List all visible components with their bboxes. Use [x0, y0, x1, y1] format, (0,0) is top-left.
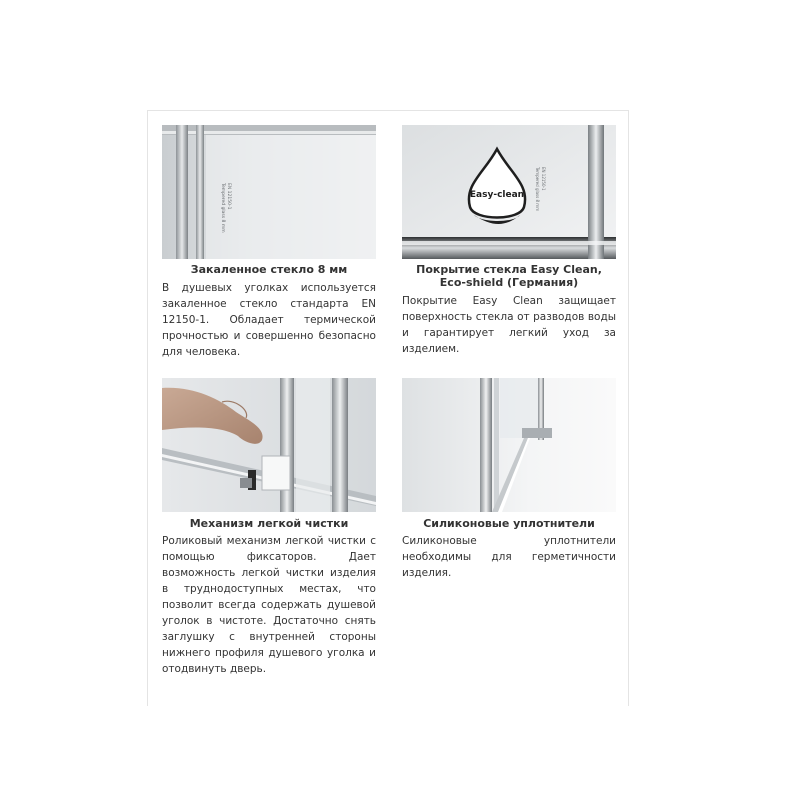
feature-tempered-glass	[162, 125, 376, 360]
tempered-glass-photo	[162, 125, 376, 259]
feature-title: Закаленное стекло 8 мм	[190, 263, 348, 276]
feature-title: Механизм легкой чистки	[189, 517, 349, 530]
svg-text:Tempered glass 8 mm: Tempered glass 8 mm	[220, 183, 225, 233]
feature-description: Покрытие Easy Clean защищает поверхность стекла от разводов воды и гарантирует легкий уход за изделием.	[402, 295, 616, 355]
svg-text:Tempered glass 8 mm: Tempered glass 8 mm	[535, 167, 540, 212]
feature-title: Покрытие стекла Easy Clean, Eco-shield (Германия)	[416, 263, 602, 289]
roller-mechanism-photo	[162, 378, 376, 512]
easy-clean-photo	[402, 125, 616, 259]
feature-description: В душевых уголках используется закаленное стекло стандарта EN 12150-1. Обладает термической прочностью и совершенно безопасно для человека.	[162, 282, 376, 358]
silicone-seal-photo	[402, 378, 616, 512]
feature-silicone-seals	[402, 378, 616, 581]
easy-clean-logo: Easy-clean	[469, 190, 525, 200]
svg-text:EN 12150-1: EN 12150-1	[541, 167, 546, 191]
feature-roller-mechanism	[162, 378, 376, 677]
svg-text:EN 12150-1: EN 12150-1	[226, 183, 231, 210]
feature-description: Роликовый механизм легкой чистки с помощью фиксаторов. Дает возможность легкой чистки изделия в труднодоступных местах, что позволит всегда содержать душевой уголок в чистоте. Достаточно снять заглушку с внутренней стороны нижнего профиля душевого уголка и отодвинуть дверь.	[162, 535, 376, 675]
feature-title: Силиконовые уплотнители	[423, 517, 595, 530]
feature-easy-clean	[402, 125, 616, 357]
feature-description: Силиконовые уплотнители необходимы для герметичности изделия.	[402, 535, 616, 579]
